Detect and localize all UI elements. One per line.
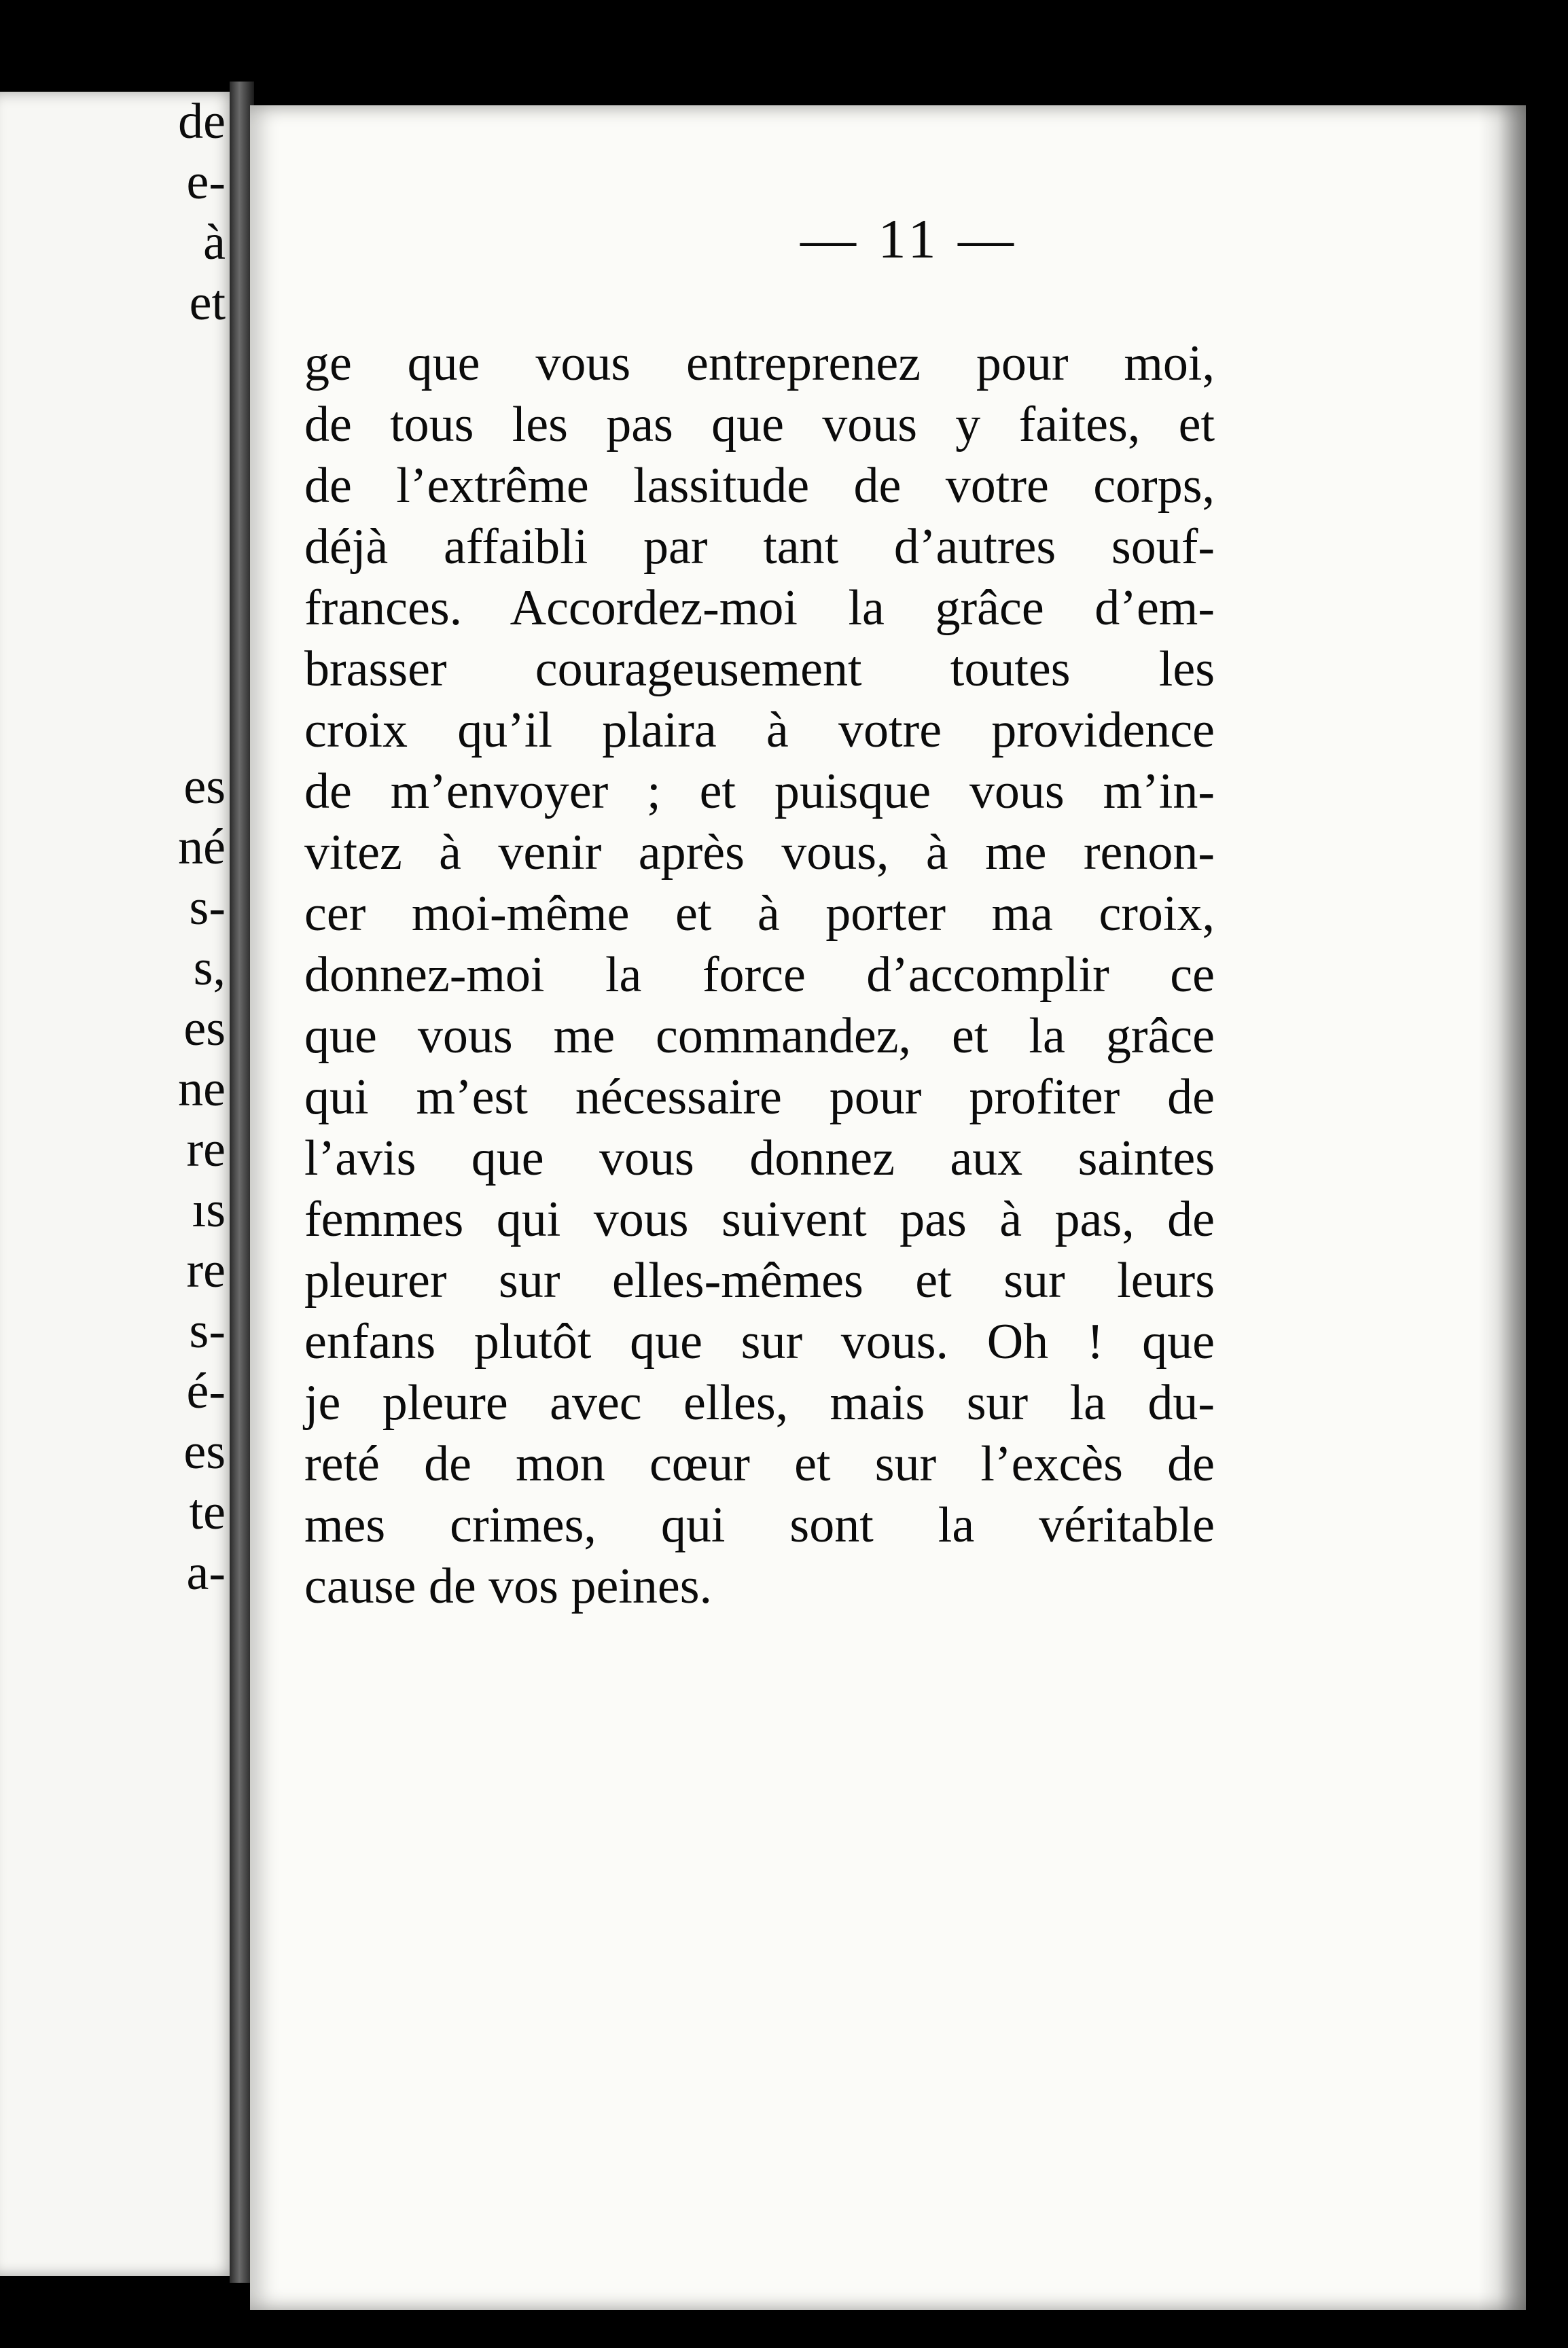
text-line: enfans plutôt que sur vous. Oh ! que [304, 1314, 1215, 1370]
text-line: mes crimes, qui sont la véritable [304, 1497, 1215, 1553]
left-line-blank [178, 455, 226, 515]
left-line: re [186, 1122, 226, 1177]
left-line: né [178, 819, 226, 875]
left-line: de [178, 94, 226, 149]
text-line: brasser courageusement toutes les [304, 641, 1215, 697]
text-line-last: cause de vos peines. [304, 1559, 713, 1614]
text-line: de l’extrême lassitude de votre corps, [304, 458, 1215, 514]
left-page [0, 92, 238, 2276]
left-line: et [189, 275, 226, 331]
left-line: es [183, 1001, 226, 1056]
text-line: reté de mon cœur et sur l’excès de [304, 1436, 1215, 1492]
left-line: s, [193, 940, 226, 996]
left-line-blank [178, 696, 226, 757]
body-text [304, 333, 1215, 1617]
text-line: je pleure avec elles, mais sur la du- [304, 1375, 1215, 1431]
left-line-blank [178, 334, 226, 394]
left-line-blank [178, 515, 226, 575]
text-line: donnez-moi la force d’accomplir ce [304, 947, 1215, 1003]
left-line: s- [189, 880, 226, 936]
text-line: pleurer sur elles-mêmes et sur leurs [304, 1253, 1215, 1309]
page-number: — 11 — [800, 208, 1018, 270]
left-line: s- [189, 1303, 226, 1359]
left-line: e- [186, 154, 226, 210]
left-line: te [189, 1484, 226, 1540]
text-line: déjà affaibli par tant d’autres souf- [304, 519, 1215, 575]
text-line: croix qu’il plaira à votre providence [304, 702, 1215, 758]
text-line: femmes qui vous suivent pas à pas, de [304, 1192, 1215, 1247]
left-line: a- [186, 1545, 226, 1601]
text-line: de m’envoyer ; et puisque vous m’in- [304, 764, 1215, 819]
text-line: frances. Accordez-moi la grâce d’em- [304, 580, 1215, 636]
text-line: que vous me commandez, et la grâce [304, 1008, 1215, 1064]
left-line: ıs [192, 1182, 226, 1238]
text-line: de tous les pas que vous y faites, et [304, 397, 1215, 452]
left-line: es [183, 1424, 226, 1480]
left-line: ne [178, 1061, 226, 1117]
left-line-blank [178, 575, 226, 636]
left-line-blank [178, 636, 226, 696]
right-page [250, 105, 1526, 2310]
left-line: re [186, 1243, 226, 1298]
left-line-blank [178, 394, 226, 455]
left-page-text-fragments [178, 92, 226, 1603]
page-edge-shadow [1478, 105, 1526, 2310]
left-line: à [203, 215, 226, 270]
left-line: é- [186, 1364, 226, 1419]
text-line: l’avis que vous donnez aux saintes [304, 1131, 1215, 1186]
text-line: ge que vous entreprenez pour moi, [304, 336, 1215, 391]
left-line: es [183, 759, 226, 815]
text-line: vitez à venir après vous, à me renon- [304, 825, 1215, 880]
text-line: qui m’est nécessaire pour profiter de [304, 1069, 1215, 1125]
text-line: cer moi-même et à porter ma croix, [304, 886, 1215, 942]
